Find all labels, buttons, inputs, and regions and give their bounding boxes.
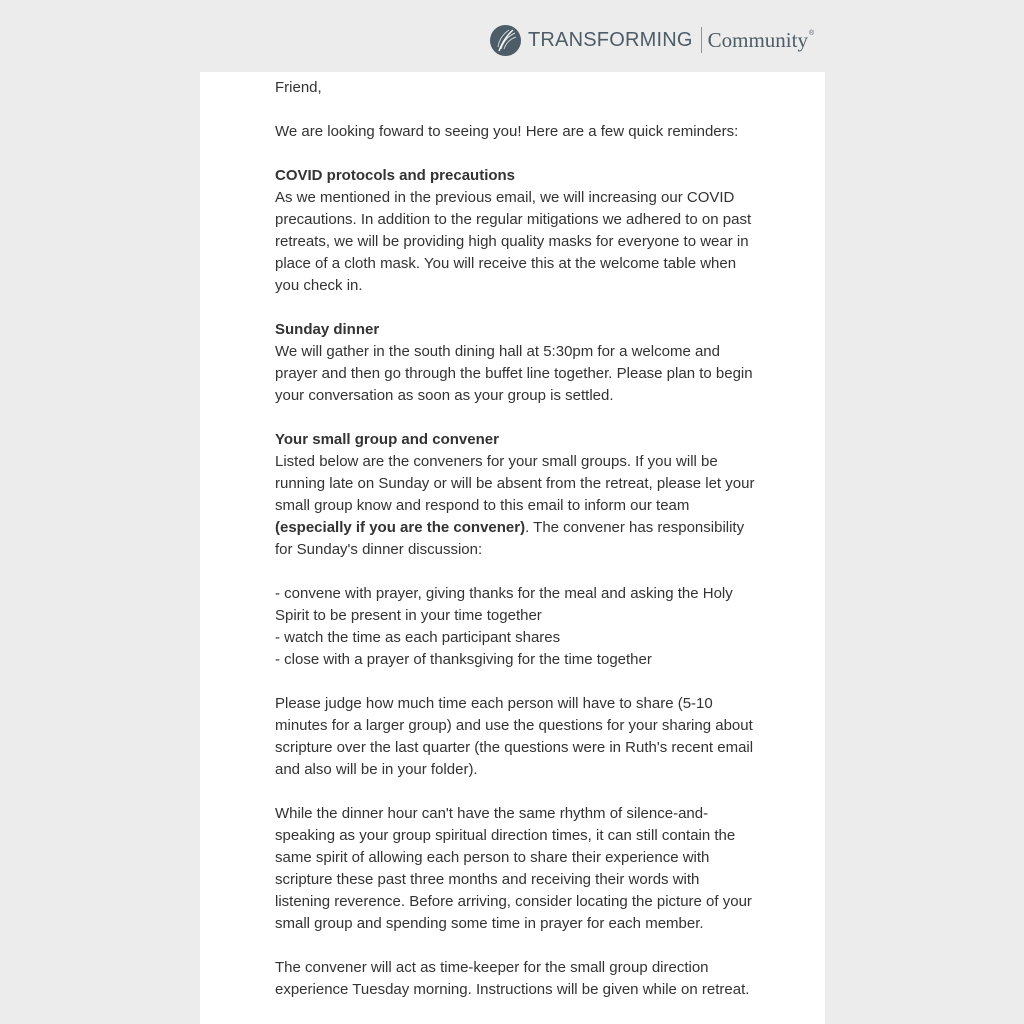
trademark-symbol: ® [808,30,815,37]
email-body [200,72,825,1024]
group-section [275,429,755,561]
email-text [275,77,755,1023]
duties-list [275,583,755,671]
covid-heading: COVID protocols and precautions [275,167,516,184]
covid-section [275,165,755,297]
dinner-heading: Sunday dinner [275,321,380,338]
greeting: Friend, [275,79,322,96]
brand-secondary-text: Community [707,28,808,52]
dinner-hour-paragraph: While the dinner hour can't have the same rhythm of silence-and-speaking as your group spiritual direction times, it can still contain the same spirit of allowing each person to share their experience with scripture these past three months and receiving their words with listening reverence. Before arriving, consider locating the picture of your small group and spending some time in prayer for each member. [275,805,752,932]
dinner-body: We will gather in the south dining hall at 5:30pm for a welcome and prayer and then go through the buffet line together. Please plan to begin your conversation as soon as your group is settled. [275,343,753,404]
group-body-end: . The convener has responsibility for Sunday's dinner discussion: [275,519,745,558]
list-item: - convene with prayer, giving thanks for the meal and asking the Holy Spirit to be present in your time together [275,585,733,624]
email-header [0,0,1024,72]
dinner-section [275,319,755,407]
group-body-start: Listed below are the conveners for your small groups. If you will be running late on Sunday or will be absent from the retreat, please let your small group know and respond to this email to inform our team [275,453,755,514]
intro-paragraph: We are looking foward to seeing you! Here are a few quick reminders: [275,123,739,140]
leaf-icon [490,25,521,56]
list-item: - watch the time as each participant shares [275,629,561,646]
covid-body: As we mentioned in the previous email, we will increasing our COVID precautions. In addition to the regular mitigations we adhered to on past retreats, we will be providing high quality masks for everyone to wear in place of a cloth mask. You will receive this at the welcome table when you check in. [275,189,752,294]
judge-paragraph: Please judge how much time each person will have to share (5-10 minutes for a larger group) and use the questions for your sharing about scripture over the last quarter (the questions were in Ruth's recent email and also will be in your folder). [275,695,754,778]
timekeeper-paragraph: The convener will act as time-keeper for the small group direction experience Tuesday morning. Instructions will be given while on retreat. [275,959,750,998]
group-body-emphasis: (especially if you are the convener) [275,519,526,536]
brand-logo[interactable] [490,24,814,56]
brand-divider [701,27,702,53]
list-item: - close with a prayer of thanksgiving for the time together [275,651,652,668]
brand-primary-text: TRANSFORMING [528,29,693,51]
group-heading: Your small group and convener [275,431,499,448]
